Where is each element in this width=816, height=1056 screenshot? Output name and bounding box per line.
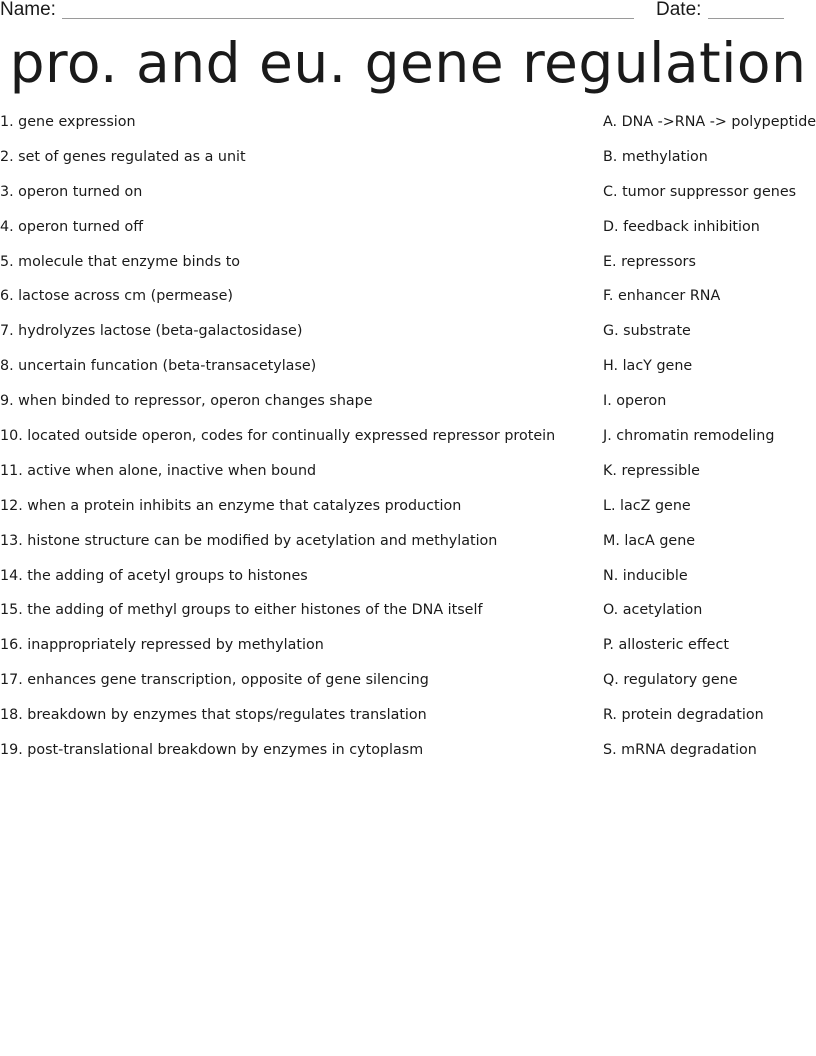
- answer-item: L. lacZ gene: [603, 497, 691, 514]
- clue-item: 6. lactose across cm (permease): [0, 288, 234, 305]
- answer-item: P. allosteric effect: [603, 637, 729, 654]
- clue-item: 4. operon turned off: [0, 218, 144, 235]
- answer-item: B. methylation: [603, 148, 708, 165]
- clue-item: 11. active when alone, inactive when bound: [0, 462, 317, 479]
- name-field-line[interactable]: [62, 18, 634, 19]
- answer-item: O. acetylation: [603, 602, 703, 619]
- clue-item: 7. hydrolyzes lactose (beta-galactosidase): [0, 323, 303, 340]
- clue-item: 2. set of genes regulated as a unit: [0, 148, 246, 165]
- name-label: Name:: [0, 0, 56, 20]
- answer-item: H. lacY gene: [603, 358, 693, 375]
- answer-item: K. repressible: [603, 462, 700, 479]
- answer-item: N. inducible: [603, 567, 688, 584]
- answer-item: S. mRNA degradation: [603, 742, 757, 759]
- clue-item: 18. breakdown by enzymes that stops/regulates translation: [0, 707, 427, 724]
- clue-item: 15. the adding of methyl groups to either histones of the DNA itself: [0, 602, 483, 619]
- answer-item: F. enhancer RNA: [603, 288, 721, 305]
- answer-list: [603, 108, 816, 771]
- answer-item: D. feedback inhibition: [603, 218, 760, 235]
- clue-item: 17. enhances gene transcription, opposite of gene silencing: [0, 672, 429, 689]
- clue-item: 8. uncertain funcation (beta-transacetylase): [0, 358, 317, 375]
- answer-item: R. protein degradation: [603, 707, 764, 724]
- answer-item: A. DNA ->RNA -> polypeptide: [603, 114, 816, 130]
- clue-item: 12. when a protein inhibits an enzyme that catalyzes production: [0, 497, 462, 514]
- answer-item: G. substrate: [603, 323, 691, 340]
- worksheet-header: [0, 0, 816, 24]
- answer-item: Q. regulatory gene: [603, 672, 738, 689]
- answer-item: C. tumor suppressor genes: [603, 183, 797, 200]
- clue-item: 1. gene expression: [0, 114, 136, 130]
- date-label: Date:: [656, 0, 702, 20]
- answer-item: I. operon: [603, 393, 667, 410]
- clue-item: 13. histone structure can be modified by acetylation and methylation: [0, 532, 498, 549]
- answer-item: J. chromatin remodeling: [603, 428, 775, 445]
- clue-item: 3. operon turned on: [0, 183, 143, 200]
- clue-list: [0, 108, 590, 771]
- clue-item: 10. located outside operon, codes for continually expressed repressor protein: [0, 428, 556, 445]
- clue-item: 19. post-translational breakdown by enzymes in cytoplasm: [0, 742, 424, 759]
- answer-item: E. repressors: [603, 253, 696, 270]
- clue-item: 9. when binded to repressor, operon changes shape: [0, 393, 373, 410]
- clue-item: 16. inappropriately repressed by methylation: [0, 637, 324, 654]
- date-field-line[interactable]: [708, 18, 784, 19]
- clue-item: 14. the adding of acetyl groups to histones: [0, 567, 308, 584]
- page-title: pro. and eu. gene regulation: [9, 31, 807, 95]
- answer-item: M. lacA gene: [603, 532, 696, 549]
- clue-item: 5. molecule that enzyme binds to: [0, 253, 241, 270]
